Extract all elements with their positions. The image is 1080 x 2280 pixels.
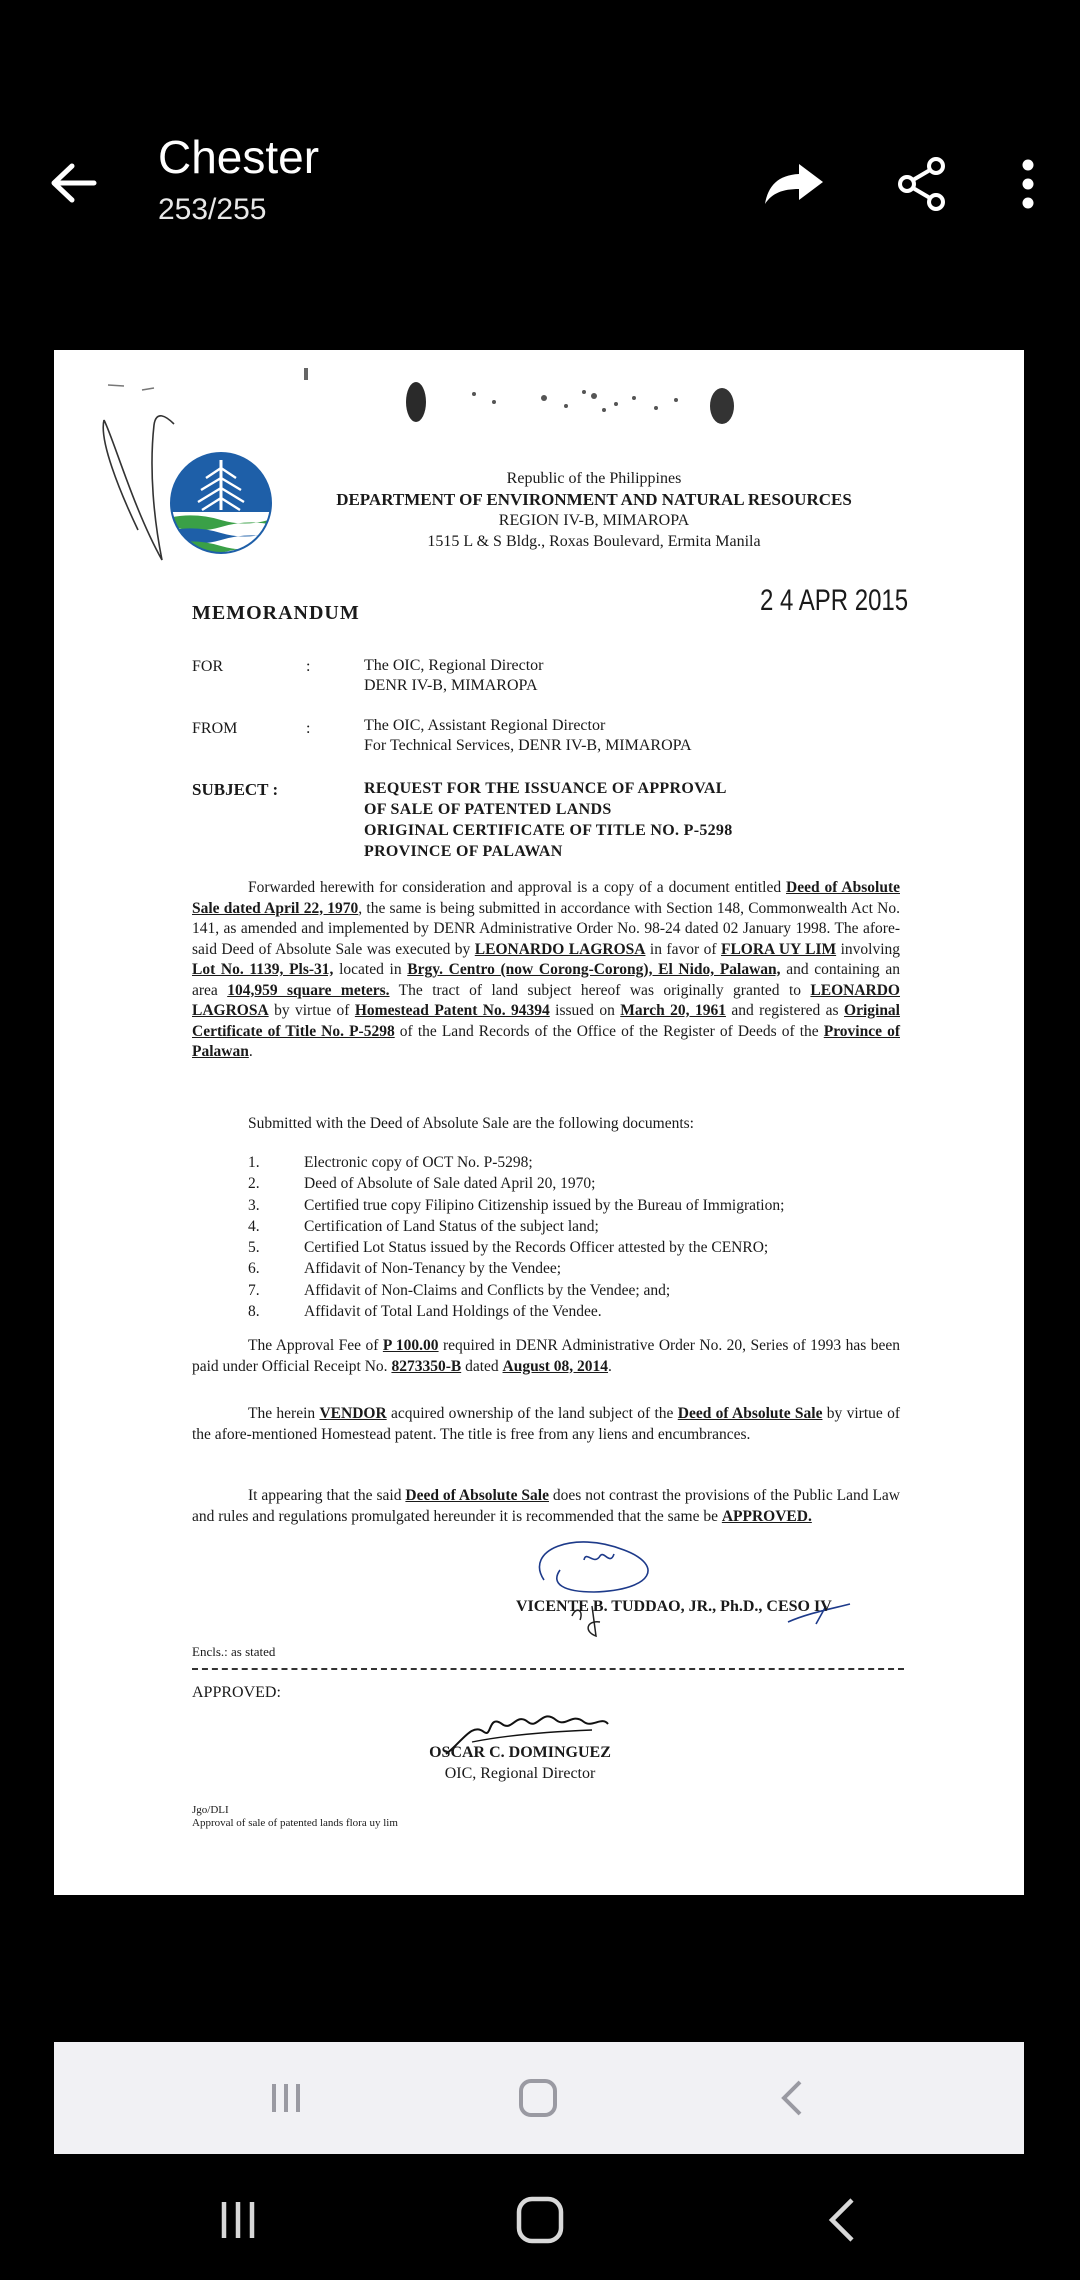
denr-logo	[168, 442, 274, 564]
punch-hole-marks	[304, 364, 764, 424]
back-button[interactable]	[38, 148, 108, 218]
arrow-left-icon	[48, 161, 98, 205]
letterhead-country: Republic of the Philippines	[506, 470, 682, 487]
from-colon: :	[306, 720, 311, 737]
back-icon	[826, 2196, 858, 2244]
system-recent-apps-button[interactable]	[198, 2180, 278, 2260]
subject-line-1: REQUEST FOR THE ISSUANCE OF APPROVAL	[364, 780, 727, 797]
back-nav-button[interactable]	[752, 2058, 832, 2138]
enclosure-note: Encls.: as stated	[192, 1644, 276, 1659]
list-item: 3. Certified true copy Filipino Citizenship issued by the Bureau of Immigration;	[248, 1196, 785, 1214]
list-item: 7. Affidavit of Non-Claims and Conflicts by the Vendee; and;	[248, 1281, 671, 1299]
paragraph-vendor: The herein VENDOR acquired ownership of the land subject of the Deed of Absolute Sale by virtue of the afore-mentioned Homestead patent. The title is free from any liens and encumbrances.	[192, 1405, 900, 1443]
divider-line	[192, 1668, 904, 1670]
system-back-button[interactable]	[802, 2180, 882, 2260]
home-icon	[518, 2078, 558, 2118]
subject-value	[364, 778, 733, 862]
recent-apps-icon	[268, 2080, 304, 2116]
from-line-2: For Technical Services, DENR IV-B, MIMAROPA	[364, 737, 692, 754]
paragraph-submitted: Submitted with the Deed of Absolute Sale are the following documents:	[248, 1115, 694, 1132]
for-value	[364, 656, 544, 696]
signature-tuddao	[514, 1520, 714, 1640]
list-item: 1. Electronic copy of OCT No. P-5298;	[248, 1154, 533, 1171]
memorandum-document	[54, 350, 1024, 1895]
approver-title: OIC, Regional Director	[444, 1765, 596, 1782]
list-item: 4. Certification of Land Status of the subject land;	[248, 1217, 599, 1235]
subject-label: SUBJECT :	[192, 780, 279, 799]
top-app-bar	[0, 0, 1080, 340]
back-icon	[778, 2078, 806, 2118]
system-navigation-bar	[0, 2160, 1080, 2280]
image-counter: 253/255	[158, 192, 267, 226]
more-vert-icon	[1018, 158, 1038, 210]
memo-title: MEMORANDUM	[192, 602, 360, 624]
reference-filename: Approval of sale of patented lands flora uy lim	[192, 1817, 398, 1829]
letterhead-region: REGION IV-B, MIMAROPA	[498, 512, 690, 529]
approver-name: OSCAR C. DOMINGUEZ	[429, 1744, 611, 1761]
subject-line-2: OF SALE OF PATENTED LANDS	[364, 801, 612, 818]
letterhead-department: DEPARTMENT OF ENVIRONMENT AND NATURAL RESOURCES	[336, 490, 852, 509]
for-colon: :	[306, 658, 311, 675]
share-icon	[897, 157, 947, 211]
recent-apps-button[interactable]	[246, 2058, 326, 2138]
forward-icon	[763, 162, 825, 206]
from-line-1: The OIC, Assistant Regional Director	[364, 717, 606, 734]
more-options-button[interactable]	[992, 148, 1064, 220]
documents-list	[248, 1152, 898, 1322]
paragraph-approval-fee: The Approval Fee of P 100.00 required in DENR Administrative Order No. 20, Series of 1993 has been paid under Official Receipt No. 8273350-B dated August 08, 2014.	[192, 1337, 900, 1375]
app-navigation-bar	[54, 2042, 1024, 2154]
reference-note	[192, 1804, 398, 1830]
from-value	[364, 716, 692, 756]
title-block	[158, 132, 319, 227]
subject-line-4: PROVINCE OF PALAWAN	[364, 843, 563, 860]
approver-block	[410, 1742, 630, 1784]
for-label: FOR	[192, 658, 224, 675]
list-item: 8. Affidavit of Total Land Holdings of the Vendee.	[248, 1303, 602, 1321]
from-label: FROM	[192, 720, 238, 737]
reference-initials: Jgo/DLI	[192, 1804, 229, 1816]
home-icon	[516, 2196, 564, 2244]
paragraph-forwarded: Forwarded herewith for consideration and approval is a copy of a document entitled Deed of Absolute Sale dated April 22, 1970, the same is being submitted in accordance with Section 148, Commonwealth Act No. 141, as amended and implemented by DENR Administrative Order No. 98-24 dated 02 January 1998. The afore-said Deed of Absolute Sale was executed by LEONARDO LAGROSA in favor of FLORA UY LIM involving Lot No. 1139, Pls-31, located in Brgy. Centro (now Corong-Corong), El Nido, Palawan, and containing an area 104,959 square meters. The tract of land subject hereof was originally granted to LEONARDO LAGROSA by virtue of Homestead Patent No. 94394 issued on March 20, 1961 and registered as Original Certificate of Title No. P-5298 of the Land Records of the Office of the Register of Deeds of the Province of Palawan.	[192, 879, 901, 1060]
for-line-1: The OIC, Regional Director	[364, 657, 544, 674]
system-home-button[interactable]	[500, 2180, 580, 2260]
for-line-2: DENR IV-B, MIMAROPA	[364, 677, 538, 694]
paragraph-recommendation: It appearing that the said Deed of Absolute Sale does not contrast the provisions of the Public Land Law and rules and regulations promulgated hereunder it is recommended that the same be APPROVED.	[192, 1487, 900, 1525]
list-item: 6. Affidavit of Non-Tenancy by the Vendee;	[248, 1260, 562, 1278]
share-button[interactable]	[886, 148, 958, 220]
signatory-name: VICENTE B. TUDDAO, JR., Ph.D., CESO IV	[516, 1598, 832, 1615]
list-item: 5. Certified Lot Status issued by the Records Officer attested by the CENRO;	[248, 1239, 769, 1257]
approved-label: APPROVED:	[192, 1684, 281, 1701]
subject-line-3: ORIGINAL CERTIFICATE OF TITLE NO. P-5298	[364, 822, 733, 839]
recent-apps-icon	[216, 2198, 260, 2242]
letterhead-address: 1515 L & S Bldg., Roxas Boulevard, Ermita Manila	[427, 533, 761, 550]
home-button[interactable]	[498, 2058, 578, 2138]
letterhead	[294, 468, 894, 552]
conversation-title: Chester	[158, 131, 320, 183]
list-item: 2. Deed of Absolute of Sale dated April 20, 1970;	[248, 1175, 596, 1193]
document-image[interactable]	[54, 350, 1024, 1895]
memo-date-stamp: 2 4 APR 2015	[760, 584, 909, 617]
forward-button[interactable]	[758, 148, 830, 220]
